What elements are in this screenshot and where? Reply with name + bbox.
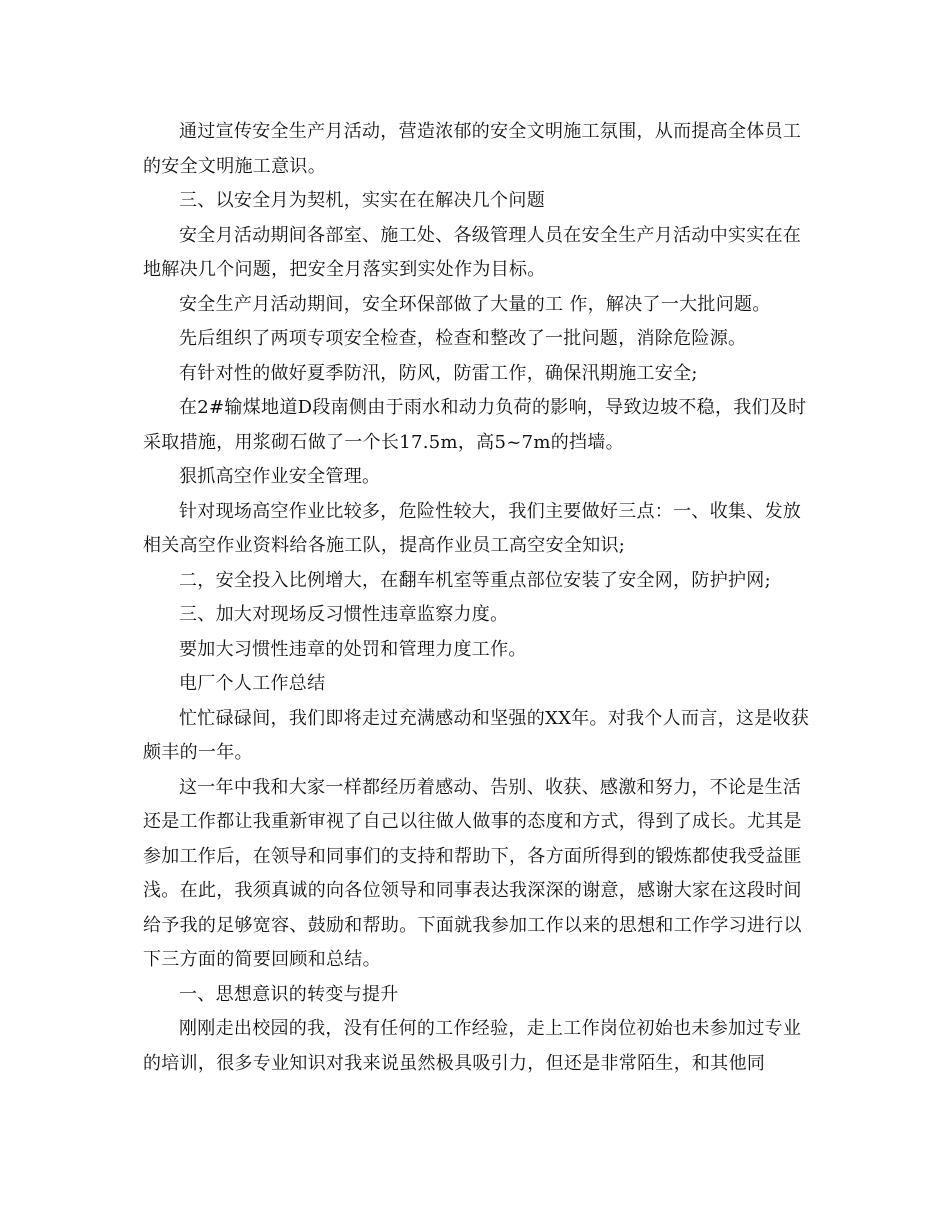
paragraph-fresh-graduate: 刚刚走出校园的我，没有任何的工作经验，走上工作岗位初始也未参加过专业的培训，很多专业知识对我来说虽然极具吸引力，但还是非常陌生，和其他同 [143,1018,802,1074]
paragraph-gratitude: 这一年中我和大家一样都经历着感动、告别、收获、感激和努力，不论是生活还是工作都让我重新审视了自己以往做人做事的态度和方式，得到了成长。尤其是参加工作后，在领导和同事们的支持和帮助下，各方面所得到的锻炼都使我受益匪浅。在此，我须真诚的向各位领导和同事表达我深深的谢意，感谢大家在这段时间给予我的足够宽容、鼓励和帮助。下面就我参加工作以来的思想和工作学习进行以下三方面的简要回顾和总结。 [143,776,802,970]
paragraph-safety-department-work: 安全生产月活动期间，安全环保部做了大量的工 作，解决了一大批问题。 [179,293,771,315]
paragraph-violation-penalty: 要加大习惯性违章的处罚和管理力度工作。 [179,638,527,660]
paragraph-violation-supervision: 三、加大对现场反习惯性违章监察力度。 [179,604,509,625]
paragraph-safety-investment: 二，安全投入比例增大，在翻车机室等重点部位安装了安全网，防护护网; [179,569,771,591]
heading-mindset-change: 一、思想意识的转变与提升 [179,983,399,1005]
paragraph-three-points: 针对现场高空作业比较多，危险性较大，我们主要做好三点：一、收集、发放相关高空作业资料给各施工队，提高作业员工高空安全知识; [143,500,802,556]
heading-section-three: 三、以安全月为契机，实实在在解决几个问题 [179,190,545,211]
document-body [143,115,813,1081]
paragraph-year-review: 忙忙碌碌间，我们即将走过充满感动和坚强的XX年。对我个人而言，这是收获颇丰的一年。 [143,707,810,763]
paragraph-retaining-wall: 在2#输煤地道D段南侧由于雨水和动力负荷的影响，导致边坡不稳，我们及时采取措施，用浆砌石做了一个长17.5m，高5~7m的挡墙。 [143,397,807,453]
paragraph-solve-problems: 安全月活动期间各部室、施工处、各级管理人员在安全生产月活动中实实在在地解决几个问题，把安全月落实到实处作为目标。 [143,224,802,280]
heading-personal-summary: 电厂个人工作总结 [179,673,326,694]
paragraph-special-inspections: 先后组织了两项专项安全检查，检查和整改了一批问题，消除危险源。 [179,328,747,349]
paragraph-high-altitude-management: 狠抓高空作业安全管理。 [179,466,381,487]
paragraph-flood-prevention: 有针对性的做好夏季防汛，防风，防雷工作，确保汛期施工安全; [179,362,698,384]
paragraph-publicity-summary: 通过宣传安全生产月活动，营造浓郁的安全文明施工氛围，从而提高全体员工的安全文明施工意识。 [143,121,802,177]
